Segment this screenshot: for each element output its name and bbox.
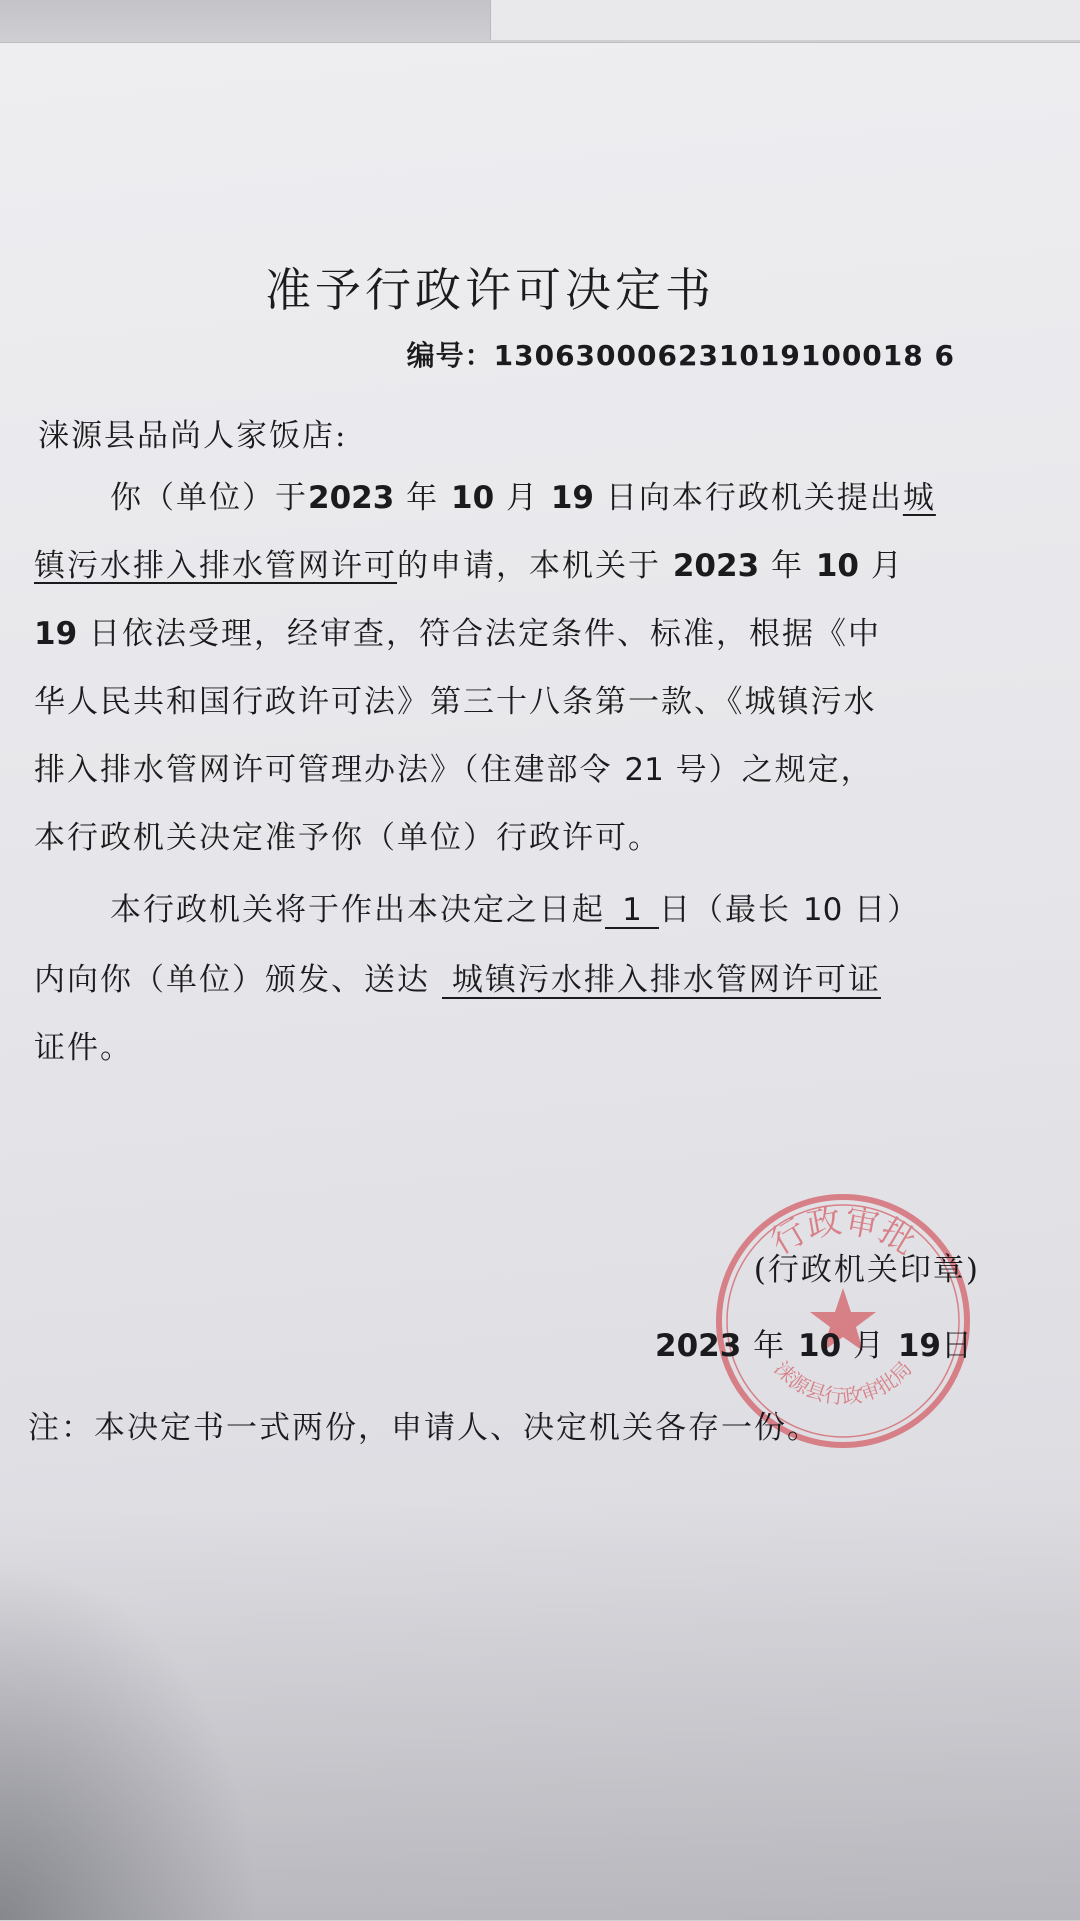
acceptance-month: 10 [815, 548, 859, 584]
seal-bottom-text: 涞源县行政审批局 [769, 1356, 917, 1409]
para1-line-6: 本行政机关决定准予你（单位）行政许可。 [34, 820, 661, 856]
background-sheet [490, 0, 1080, 40]
document-number-value: 130630006231019100018 6 [493, 339, 955, 372]
month-char: 月 [853, 1328, 886, 1364]
para1-line-4: 华人民共和国行政许可法》第三十八条第一款、《城镇污水 [34, 684, 877, 720]
acceptance-day: 19 [34, 616, 78, 652]
text-span: 日） [854, 892, 921, 928]
document-title: 准予行政许可决定书 [265, 263, 715, 317]
signing-day: 19 [897, 1328, 941, 1364]
application-month: 10 [451, 480, 495, 516]
max-days: 10 [802, 892, 843, 928]
document-number-label: 编号： [406, 339, 494, 372]
para1-line-2 [34, 546, 974, 586]
addressee: 涞源县品尚人家饭店: [38, 418, 348, 454]
document-number [407, 334, 955, 374]
application-day: 19 [550, 480, 594, 516]
year-char: 年 [753, 1328, 787, 1364]
text-span: 月 [870, 548, 904, 584]
para2-line-1 [110, 890, 980, 930]
text-span: 月 [506, 480, 539, 516]
text-span: 本行政机关将于作出本决定之日起 [110, 892, 605, 928]
para1-line-1 [110, 478, 980, 518]
text-span: 日（最长 [659, 892, 791, 928]
seal-label: (行政机关印章) [753, 1252, 980, 1288]
para1-line-5 [34, 750, 974, 790]
acceptance-year: 2023 [672, 548, 760, 584]
footnote: 注：本决定书一式两份，申请人、决定机关各存一份。 [28, 1410, 820, 1446]
permit-name-part-2: 镇污水排入排水管网许可 [34, 548, 397, 584]
application-year: 2023 [308, 480, 395, 516]
text-span: 你（单位）于 [110, 480, 308, 516]
text-span: 的申请，本机关于 [397, 548, 661, 584]
signing-month: 10 [798, 1328, 842, 1364]
permit-name-part-1: 城 [902, 480, 936, 516]
certificate-name: 城镇污水排入排水管网许可证 [442, 963, 881, 999]
signing-date [655, 1320, 974, 1365]
order-number: 21 [624, 752, 664, 788]
day-char: 日 [941, 1328, 974, 1364]
text-span: 日依法受理，经审查，符合法定条件、标准，根据《中 [89, 616, 881, 652]
issue-days: 1 [605, 893, 659, 929]
para2-line-2 [34, 960, 974, 1000]
text-span: 年 [771, 548, 804, 584]
seal-top-text: 行政审批 [763, 1200, 923, 1263]
para1-line-3 [34, 614, 974, 654]
text-span: 年 [406, 480, 440, 516]
text-span: 内向你（单位）颁发、送达 [34, 962, 430, 998]
para2-line-3: 证件。 [34, 1030, 133, 1066]
text-span: 号）之规定， [675, 752, 874, 788]
signing-year: 2023 [655, 1328, 742, 1364]
text-span: 日向本行政机关提出 [605, 480, 903, 516]
text-span: 排入排水管网许可管理办法》（住建部令 [34, 752, 613, 788]
